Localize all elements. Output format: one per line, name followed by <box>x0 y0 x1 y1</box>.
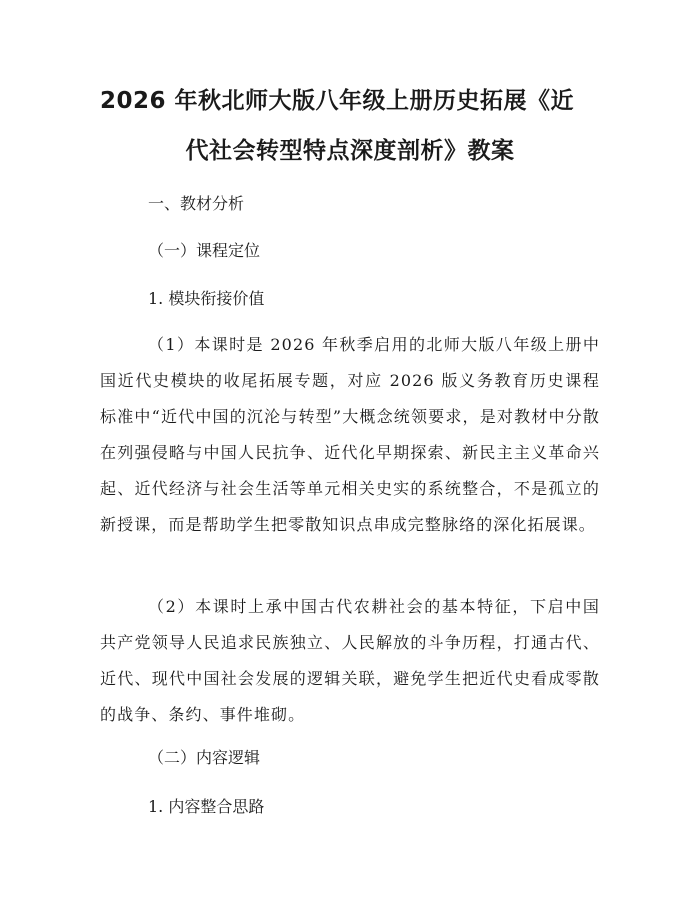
body-paragraph-2: （2）本课时上承中国古代农耕社会的基本特征，下启中国共产党领导人民追求民族独立、人民解放的斗争历程，打通古代、近代、现代中国社会发展的逻辑关联，避免学生把近代史看成零散的战争、条约、事件堆砌。 <box>100 597 600 724</box>
subsection-heading: （一）课程定位 <box>148 241 261 260</box>
section-heading: 一、教材分析 <box>148 194 245 213</box>
document-title-line-1: 2026 年秋北师大版八年级上册历史拓展《近 <box>100 88 575 114</box>
item-heading: 1. 内容整合思路 <box>148 797 265 816</box>
item-heading: 1. 模块衔接价值 <box>148 289 265 308</box>
body-paragraph-1: （1）本课时是 2026 年秋季启用的北师大版八年级上册中国近代史模块的收尾拓展专题，对应 2026 版义务教育历史课程标准中“近代中国的沉沦与转型”大概念统领要求，是对教材中分散在列强侵略与中国人民抗争、近代化早期探索、新民主主义革命兴起、近代经济与社会生活等单元相关史实的系统整合，不是孤立的新授课，而是帮助学生把零散知识点串成完整脉络的深化拓展课。 <box>100 335 600 534</box>
document-title-line-2: 代社会转型特点深度剖析》教案 <box>185 138 515 164</box>
subsection-heading: （二）内容逻辑 <box>148 748 261 767</box>
